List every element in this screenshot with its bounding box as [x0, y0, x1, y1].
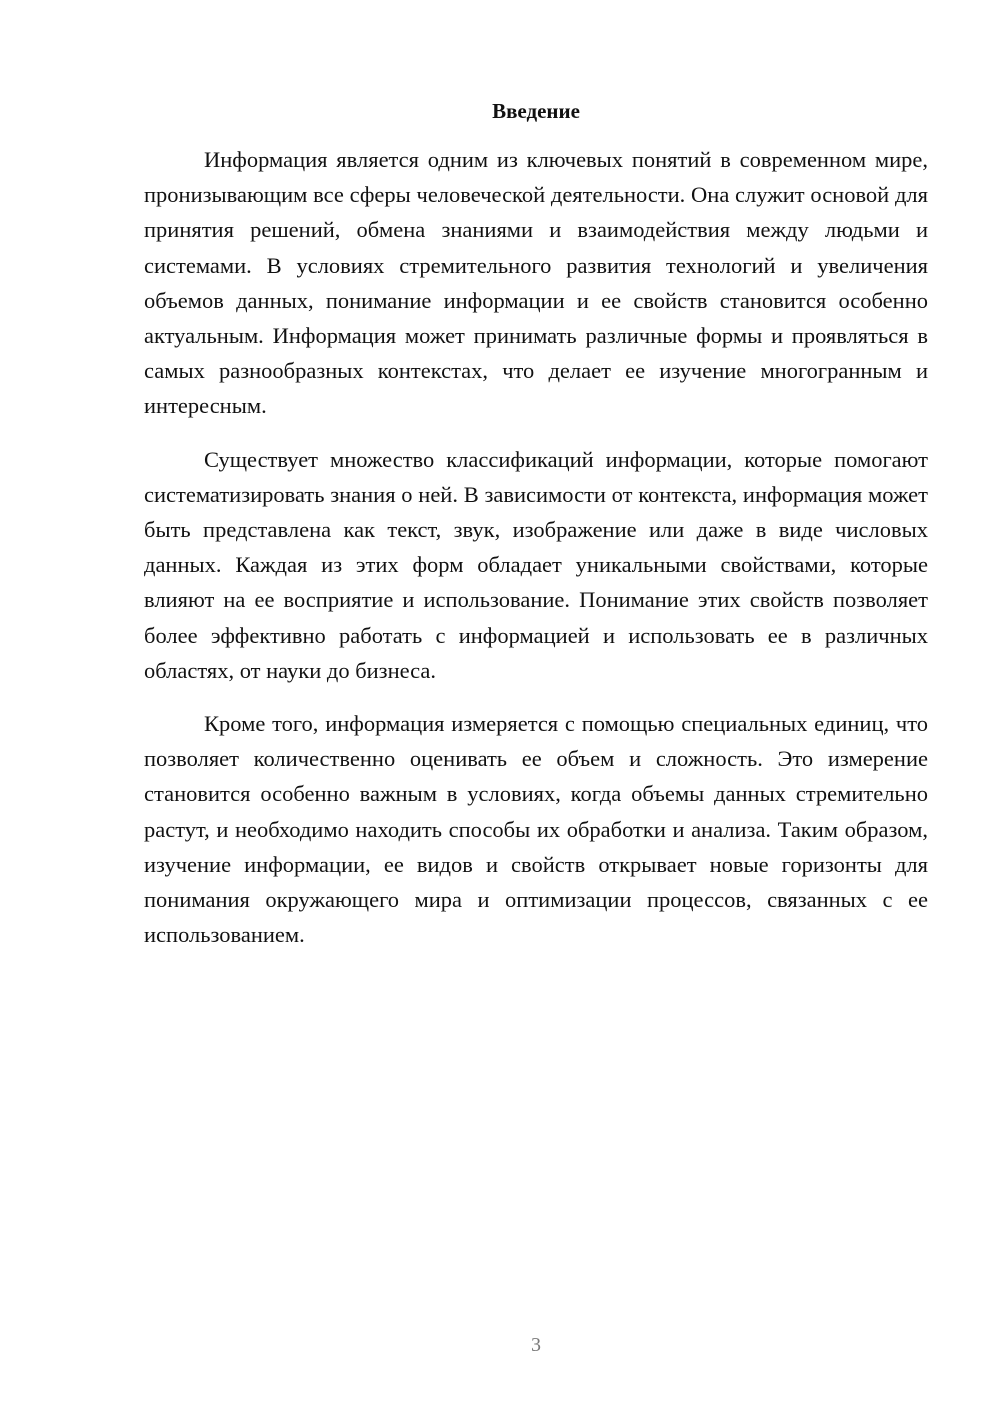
- section-title: Введение: [492, 99, 580, 123]
- body-text: [144, 142, 928, 970]
- paragraph-2: Существует множество классификаций информации, которые помогают систематизировать знания о ней. В зависимости от контекста, информация может быть представлена как текст, звук, изображение или даже в виде числовых данных. Каждая из этих форм обладает уникальными свойствами, которые влияют на ее восприятие и использование. Понимание этих свойств позволяет более эффективно работать с информацией и использовать ее в различных областях, от науки до бизнеса.: [144, 446, 928, 683]
- paragraph-3: Кроме того, информация измеряется с помощью специальных единиц, что позволяет количественно оценивать ее объем и сложность. Это измерение становится особенно важным в условиях, когда объемы данных стремительно растут, и необходимо находить способы их обработки и анализа. Таким образом, изучение информации, ее видов и свойств открывает новые горизонты для понимания окружающего мира и оптимизации процессов, связанных с ее использованием.: [144, 711, 928, 948]
- paragraph-1: Информация является одним из ключевых понятий в современном мире, пронизывающим все сферы человеческой деятельности. Она служит основой для принятия решений, обмена знаниями и взаимодействия между людьми и системами. В условиях стремительного развития технологий и увеличения объемов данных, понимание информации и ее свойств становится особенно актуальным. Информация может принимать различные формы и проявляться в самых разнообразных контекстах, что делает ее изучение многогранным и интересным.: [144, 147, 928, 419]
- page-number: 3: [531, 1334, 541, 1356]
